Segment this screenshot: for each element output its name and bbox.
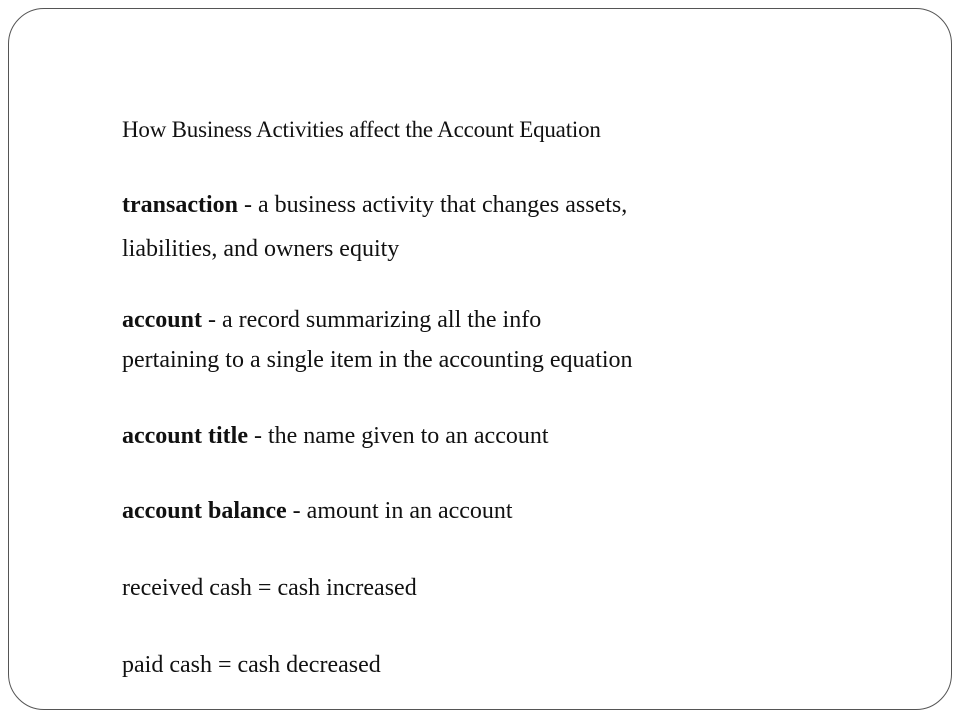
term-account: account	[122, 307, 202, 333]
definition-account-title-text: - the name given to an account	[247, 423, 549, 449]
rule-received-cash: received cash = cash increased	[122, 575, 417, 601]
term-account-balance: account balance	[122, 498, 287, 524]
rule-paid-cash: paid cash = cash decreased	[122, 652, 381, 678]
definition-transaction-continued: liabilities, and owners equity	[122, 236, 400, 262]
term-transaction: transaction	[122, 192, 238, 218]
slide-title: How Business Activities affect the Account Equation	[122, 117, 601, 142]
definition-account-balance	[122, 496, 513, 526]
definition-account-balance-text: - amount in an account	[286, 498, 513, 524]
definition-transaction	[122, 190, 627, 220]
term-account-title: account title	[122, 423, 248, 449]
definition-account-title	[122, 421, 549, 451]
definition-account	[122, 305, 541, 335]
definition-account-continued: pertaining to a single item in the accounting equation	[122, 347, 633, 373]
definition-account-text: - a record summarizing all the info	[202, 307, 542, 333]
definition-transaction-text: - a business activity that changes assets,	[238, 192, 628, 218]
